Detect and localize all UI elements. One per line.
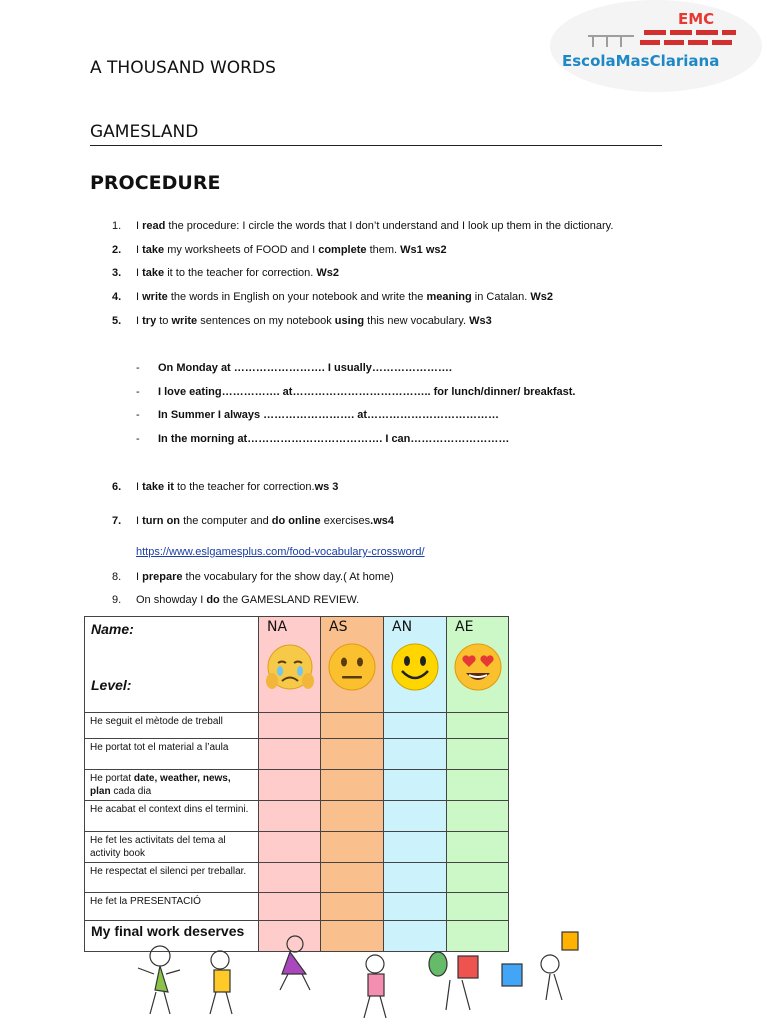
emphasis-text: Ws3	[469, 315, 492, 327]
kid-figure-2	[210, 951, 232, 1014]
criterion-cell	[85, 801, 259, 832]
plain-text: I	[136, 220, 143, 232]
emphasis-text: meaning	[426, 291, 472, 303]
plain-text: On showday I	[136, 594, 207, 606]
emphasis-text: Ws1 ws2	[400, 244, 447, 256]
step-number: 6.	[112, 481, 122, 493]
name-label: Name:	[91, 621, 134, 637]
plain-text: the computer and	[180, 515, 272, 527]
kid-figure-1	[138, 946, 180, 1014]
table-row	[85, 739, 509, 770]
emphasis-text: turn on	[142, 515, 181, 527]
table-row	[85, 893, 509, 921]
kid-figure-5	[429, 952, 478, 1010]
plain-text: I	[136, 515, 143, 527]
plain-text: the vocabulary for the show day.( At home)	[182, 571, 394, 583]
step-number: 2.	[112, 244, 122, 256]
school-logo	[548, 0, 764, 92]
plain-text: exercises	[320, 515, 371, 527]
kid-figure-4	[364, 955, 386, 1018]
plain-text: the procedure: I circle the words that I don’t understand and I look up them in the dictionary.	[165, 220, 614, 232]
self-assessment-rubric	[84, 616, 509, 952]
emphasis-text: Ws2	[316, 267, 340, 279]
plain-text: I	[136, 267, 143, 279]
step-4	[112, 291, 553, 303]
emphasis-text: write	[171, 315, 198, 327]
emphasis-text: using	[334, 315, 365, 327]
step-3	[112, 267, 339, 279]
step-2	[112, 244, 447, 256]
step-number: 3.	[112, 267, 122, 279]
step-number: 8.	[112, 571, 122, 583]
emphasis-text: try	[142, 315, 157, 327]
plain-text: I	[136, 244, 143, 256]
plain-text: to	[156, 315, 172, 327]
plain-text: He portat	[90, 773, 134, 784]
sentence-prompt-1	[136, 362, 452, 374]
emphasis-text: do online	[271, 515, 321, 527]
step-number: 7.	[112, 515, 122, 527]
plain-text: I	[136, 291, 143, 303]
bullet-dash: -	[136, 433, 140, 445]
step-5	[112, 315, 492, 327]
step-8	[112, 571, 394, 583]
criterion-cell	[85, 832, 259, 863]
plain-text: He acabat el context dins el termini.	[90, 804, 249, 815]
level-as-header: AS	[321, 617, 384, 713]
section-divider	[90, 145, 662, 146]
criterion-cell	[85, 739, 259, 770]
emphasis-text: .ws4	[370, 515, 395, 527]
kid-figure-6	[502, 955, 562, 1000]
step-6	[112, 481, 338, 493]
plain-text: I	[136, 481, 143, 493]
criterion-cell	[85, 863, 259, 893]
plain-text: my worksheets of FOOD and I	[164, 244, 319, 256]
step-9	[112, 594, 359, 606]
plain-text: sentences on my notebook	[197, 315, 335, 327]
section-title: GAMESLAND	[90, 122, 199, 142]
emphasis-text: take	[142, 267, 165, 279]
emphasis-text: ws 3	[314, 481, 339, 493]
emphasis-text: prepare	[142, 571, 183, 583]
sentence-prompt-2	[136, 386, 575, 398]
plain-text: this new vocabulary.	[364, 315, 470, 327]
plain-text: them.	[366, 244, 401, 256]
plain-text: to the teacher for correction.	[173, 481, 315, 493]
table-row	[85, 801, 509, 832]
level-label: Level:	[91, 677, 132, 693]
bullet-text: In Summer I always ……………………. at………………………………	[158, 409, 500, 421]
bullet-text: On Monday at ……………………. I usually………………….	[158, 362, 452, 374]
table-row	[85, 832, 509, 863]
table-row	[85, 713, 509, 739]
name-level-cell	[85, 617, 259, 713]
heart-eyes-face-icon	[452, 641, 504, 693]
bullet-text: In the morning at………………………………. I can………………………	[158, 433, 510, 445]
final-work-label: My final work deserves	[85, 921, 259, 952]
emphasis-text: date, weather, news, plan	[90, 773, 231, 797]
level-an-header: AN	[384, 617, 447, 713]
document-title: A THOUSAND WORDS	[90, 58, 276, 78]
logo-name: EscolaMasClariana	[562, 52, 720, 70]
plain-text: He fet les activitats del tema al activity book	[90, 835, 226, 859]
emphasis-text: do	[206, 594, 220, 606]
kids-illustration	[110, 930, 610, 1024]
plain-text: in Catalan.	[471, 291, 531, 303]
sentence-prompt-3	[136, 409, 499, 421]
plain-text: the GAMESLAND REVIEW.	[219, 594, 360, 606]
plain-text: He seguit el mètode de treball	[90, 716, 223, 727]
level-ae-header: AE	[447, 617, 509, 713]
bullet-dash: -	[136, 409, 140, 421]
bullet-dash: -	[136, 362, 140, 374]
emphasis-text: read	[142, 220, 166, 232]
sad-face-icon	[264, 641, 316, 693]
sentence-prompt-4	[136, 433, 509, 445]
neutral-face-icon	[326, 641, 378, 693]
plain-text: the words in English on your notebook and write the	[167, 291, 427, 303]
plain-text: I	[136, 571, 143, 583]
plain-text: He respectat el silenci per treballar.	[90, 866, 247, 877]
criterion-cell	[85, 770, 259, 801]
emphasis-text: complete	[318, 244, 367, 256]
plain-text: He portat tot el material a l’aula	[90, 742, 229, 753]
step-number: 1.	[112, 220, 122, 232]
plain-text: I	[136, 315, 143, 327]
criterion-cell	[85, 893, 259, 921]
table-row	[85, 770, 509, 801]
logo-mark: EMC	[678, 10, 715, 28]
procedure-heading: PROCEDURE	[90, 172, 221, 194]
emphasis-text: Ws2	[530, 291, 554, 303]
emphasis-text: write	[142, 291, 168, 303]
exercise-link[interactable]: https://www.eslgamesplus.com/food-vocabulary-crossword/	[136, 546, 425, 558]
smiling-face-icon	[389, 641, 441, 693]
step-number: 9.	[112, 594, 122, 606]
table-row	[85, 863, 509, 893]
level-na-header: NA	[259, 617, 321, 713]
emphasis-text: take	[142, 244, 165, 256]
criterion-cell	[85, 713, 259, 739]
kid-figure-7	[562, 932, 578, 950]
plain-text: He fet la PRESENTACIÓ	[90, 896, 201, 907]
bullet-dash: -	[136, 386, 140, 398]
plain-text: it to the teacher for correction.	[164, 267, 317, 279]
step-1	[112, 220, 613, 232]
step-number: 5.	[112, 315, 122, 327]
emphasis-text: take it	[142, 481, 174, 493]
kid-figure-3	[280, 936, 310, 990]
plain-text: cada dia	[110, 786, 152, 797]
step-7	[112, 515, 394, 527]
step-number: 4.	[112, 291, 122, 303]
bullet-text: I love eating……………. at……………………………….. for lunch/dinner/ breakfast.	[158, 386, 576, 398]
